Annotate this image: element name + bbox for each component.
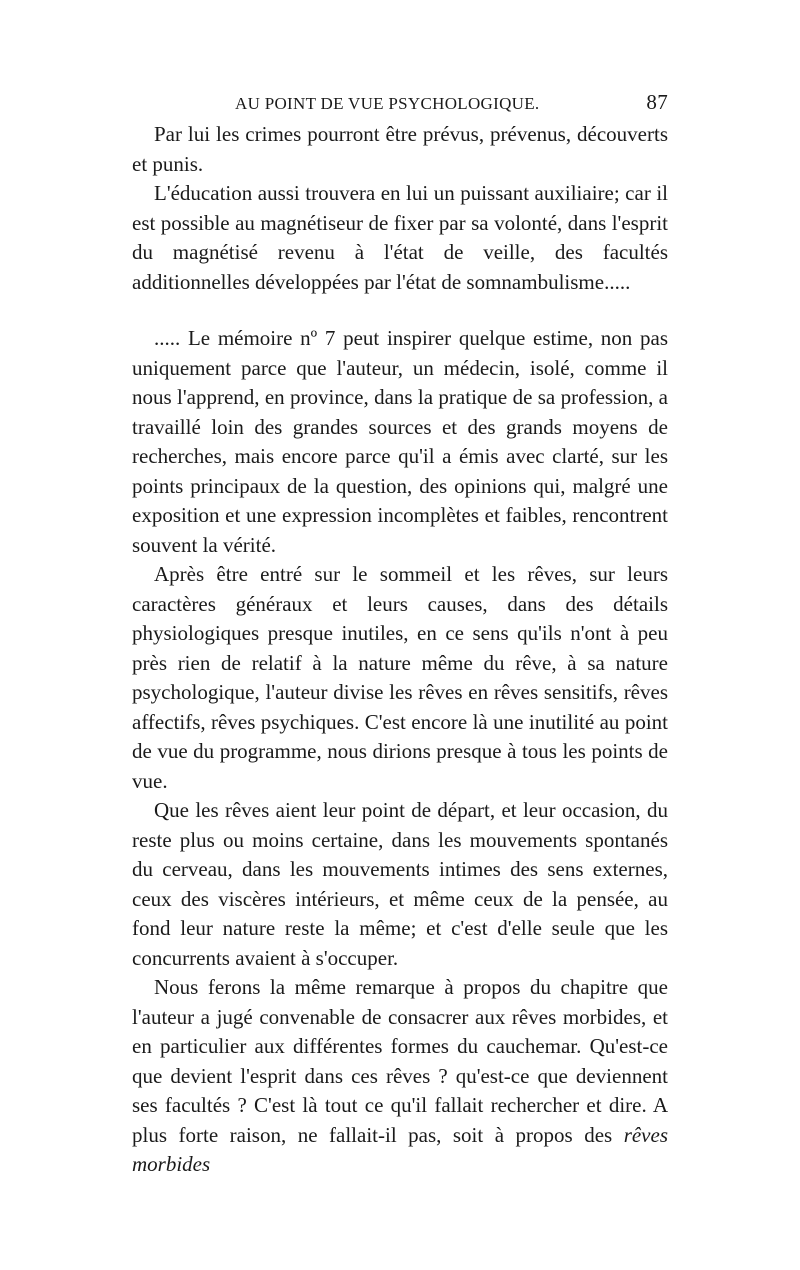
paragraph-6-italic: rêves morbides xyxy=(132,1122,668,1176)
paragraph-6-text: Nous ferons la même remarque à propos du chapitre que l'auteur a jugé convenable de consacrer aux rêves morbides, et en particulier aux différentes formes du cauchemar. Qu'est-ce que devient l'esprit dans ces rêves ? qu'est-ce que deviennent ses facultés ? C'est là tout ce qu'il fallait rechercher et dire. A plus forte raison, ne fallait-il pas, soit à propos des xyxy=(132,975,668,1147)
paragraph-6 xyxy=(132,973,668,1180)
page-number: 87 xyxy=(646,90,668,114)
paragraph-4: Après être entré sur le sommeil et les rêves, sur leurs caractères généraux et leurs causes, dans des détails physiologiques presque inutiles, en ce sens qu'ils n'ont à peu près rien de relatif à la nature même du rêve, à sa nature psychologique, l'auteur divise les rêves en rêves sensitifs, rêves affectifs, rêves psychiques. C'est encore là une inutilité au point de vue du programme, nous dirions presque à tous les points de vue. xyxy=(132,562,668,793)
body-text xyxy=(132,120,668,1180)
paragraph-1: Par lui les crimes pourront être prévus, prévenus, découverts et punis. xyxy=(132,122,668,176)
section-gap xyxy=(132,297,668,324)
paragraph-3: ..... Le mémoire nº 7 peut inspirer quelque estime, non pas uniquement parce que l'auteur, un médecin, isolé, comme il nous l'apprend, en province, dans la pratique de sa profession, a travaillé loin des grandes sources et des grands moyens de recherches, mais encore parce qu'il a émis avec clarté, sur les points principaux de la question, des opinions qui, malgré une exposition et une expression incomplètes et faibles, rencontrent souvent la vérité. xyxy=(132,326,668,557)
book-page xyxy=(132,88,668,1180)
paragraph-5: Que les rêves aient leur point de départ, et leur occasion, du reste plus ou moins certaine, dans les mouvements spontanés du cerveau, dans les mouvements intimes des sens externes, ceux des viscères intérieurs, et même ceux de la pensée, au fond leur nature reste la même; et c'est d'elle seule que les concurrents avaient à s'occuper. xyxy=(132,798,668,970)
running-title: AU POINT DE VUE PSYCHOLOGIQUE. xyxy=(235,94,540,113)
running-head xyxy=(132,88,668,120)
paragraph-2: L'éducation aussi trouvera en lui un puissant auxiliaire; car il est possible au magnétiseur de fixer par sa volonté, dans l'esprit du magnétisé revenu à l'état de veille, des facultés additionnelles développées par l'état de somnambulisme..... xyxy=(132,181,668,294)
